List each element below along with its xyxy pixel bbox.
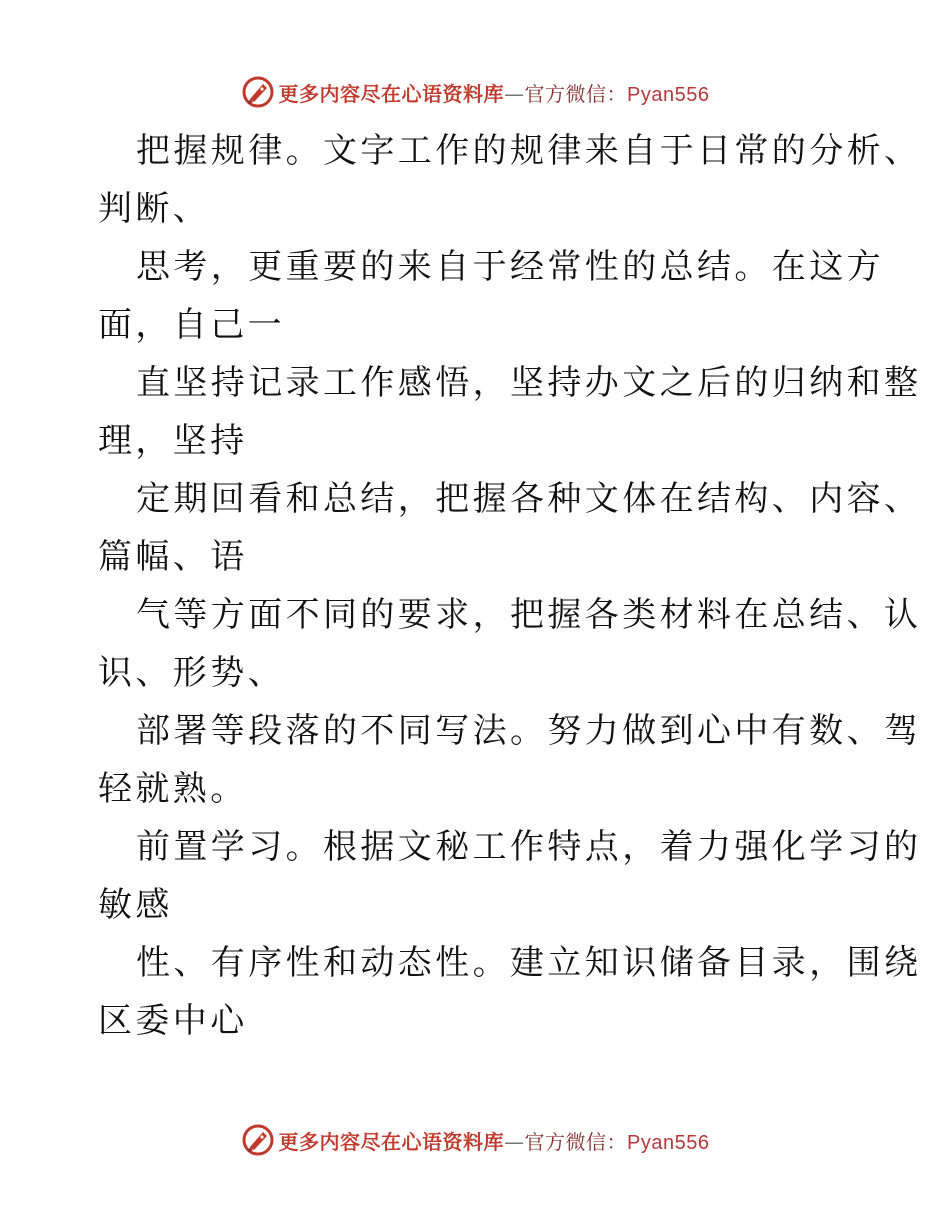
body-line: 直坚持记录工作感悟，坚持办文之后的归纳和整 xyxy=(136,363,922,403)
header-banner xyxy=(0,72,950,112)
body-line: 气等方面不同的要求，把握各类材料在总结、认 xyxy=(136,595,922,635)
body-line: 篇幅、语 xyxy=(98,537,248,577)
banner-wechat-id: Pyan556 xyxy=(627,1131,710,1154)
header-banner-text xyxy=(279,78,710,107)
banner-brand-text: 更多内容尽在心语资料库 xyxy=(278,81,505,106)
body-line: 判断、 xyxy=(98,189,211,229)
body-line: 敏感 xyxy=(98,885,173,925)
banner-brand-text: 更多内容尽在心语资料库 xyxy=(278,1129,505,1154)
document-body xyxy=(98,122,922,1050)
body-line: 部署等段落的不同写法。努力做到心中有数、驾 xyxy=(136,711,922,751)
banner-dash: — xyxy=(504,81,525,106)
body-line: 区委中心 xyxy=(98,1001,248,1041)
body-line: 面，自己一 xyxy=(98,305,285,345)
banner-dash: — xyxy=(504,1129,525,1154)
banner-wechat-label: 官方微信： xyxy=(524,1129,628,1154)
banner-wechat-id: Pyan556 xyxy=(627,83,710,106)
body-line: 思考，更重要的来自于经常性的总结。在这方 xyxy=(136,247,884,287)
pen-nib-logo-icon xyxy=(241,75,275,109)
banner-wechat-label: 官方微信： xyxy=(524,81,628,106)
pen-nib-logo-icon xyxy=(241,1123,275,1157)
body-line: 理，坚持 xyxy=(98,421,248,461)
body-line: 识、形势、 xyxy=(98,653,285,693)
body-line: 性、有序性和动态性。建立知识储备目录，围绕 xyxy=(136,943,922,983)
body-line: 定期回看和总结，把握各种文体在结构、内容、 xyxy=(136,479,922,519)
body-line: 前置学习。根据文秘工作特点，着力强化学习的 xyxy=(136,827,922,867)
footer-banner-text xyxy=(279,1126,710,1155)
body-line: 轻就熟。 xyxy=(98,769,248,809)
body-line: 把握规律。文字工作的规律来自于日常的分析、 xyxy=(136,131,922,171)
footer-banner xyxy=(0,1120,950,1160)
